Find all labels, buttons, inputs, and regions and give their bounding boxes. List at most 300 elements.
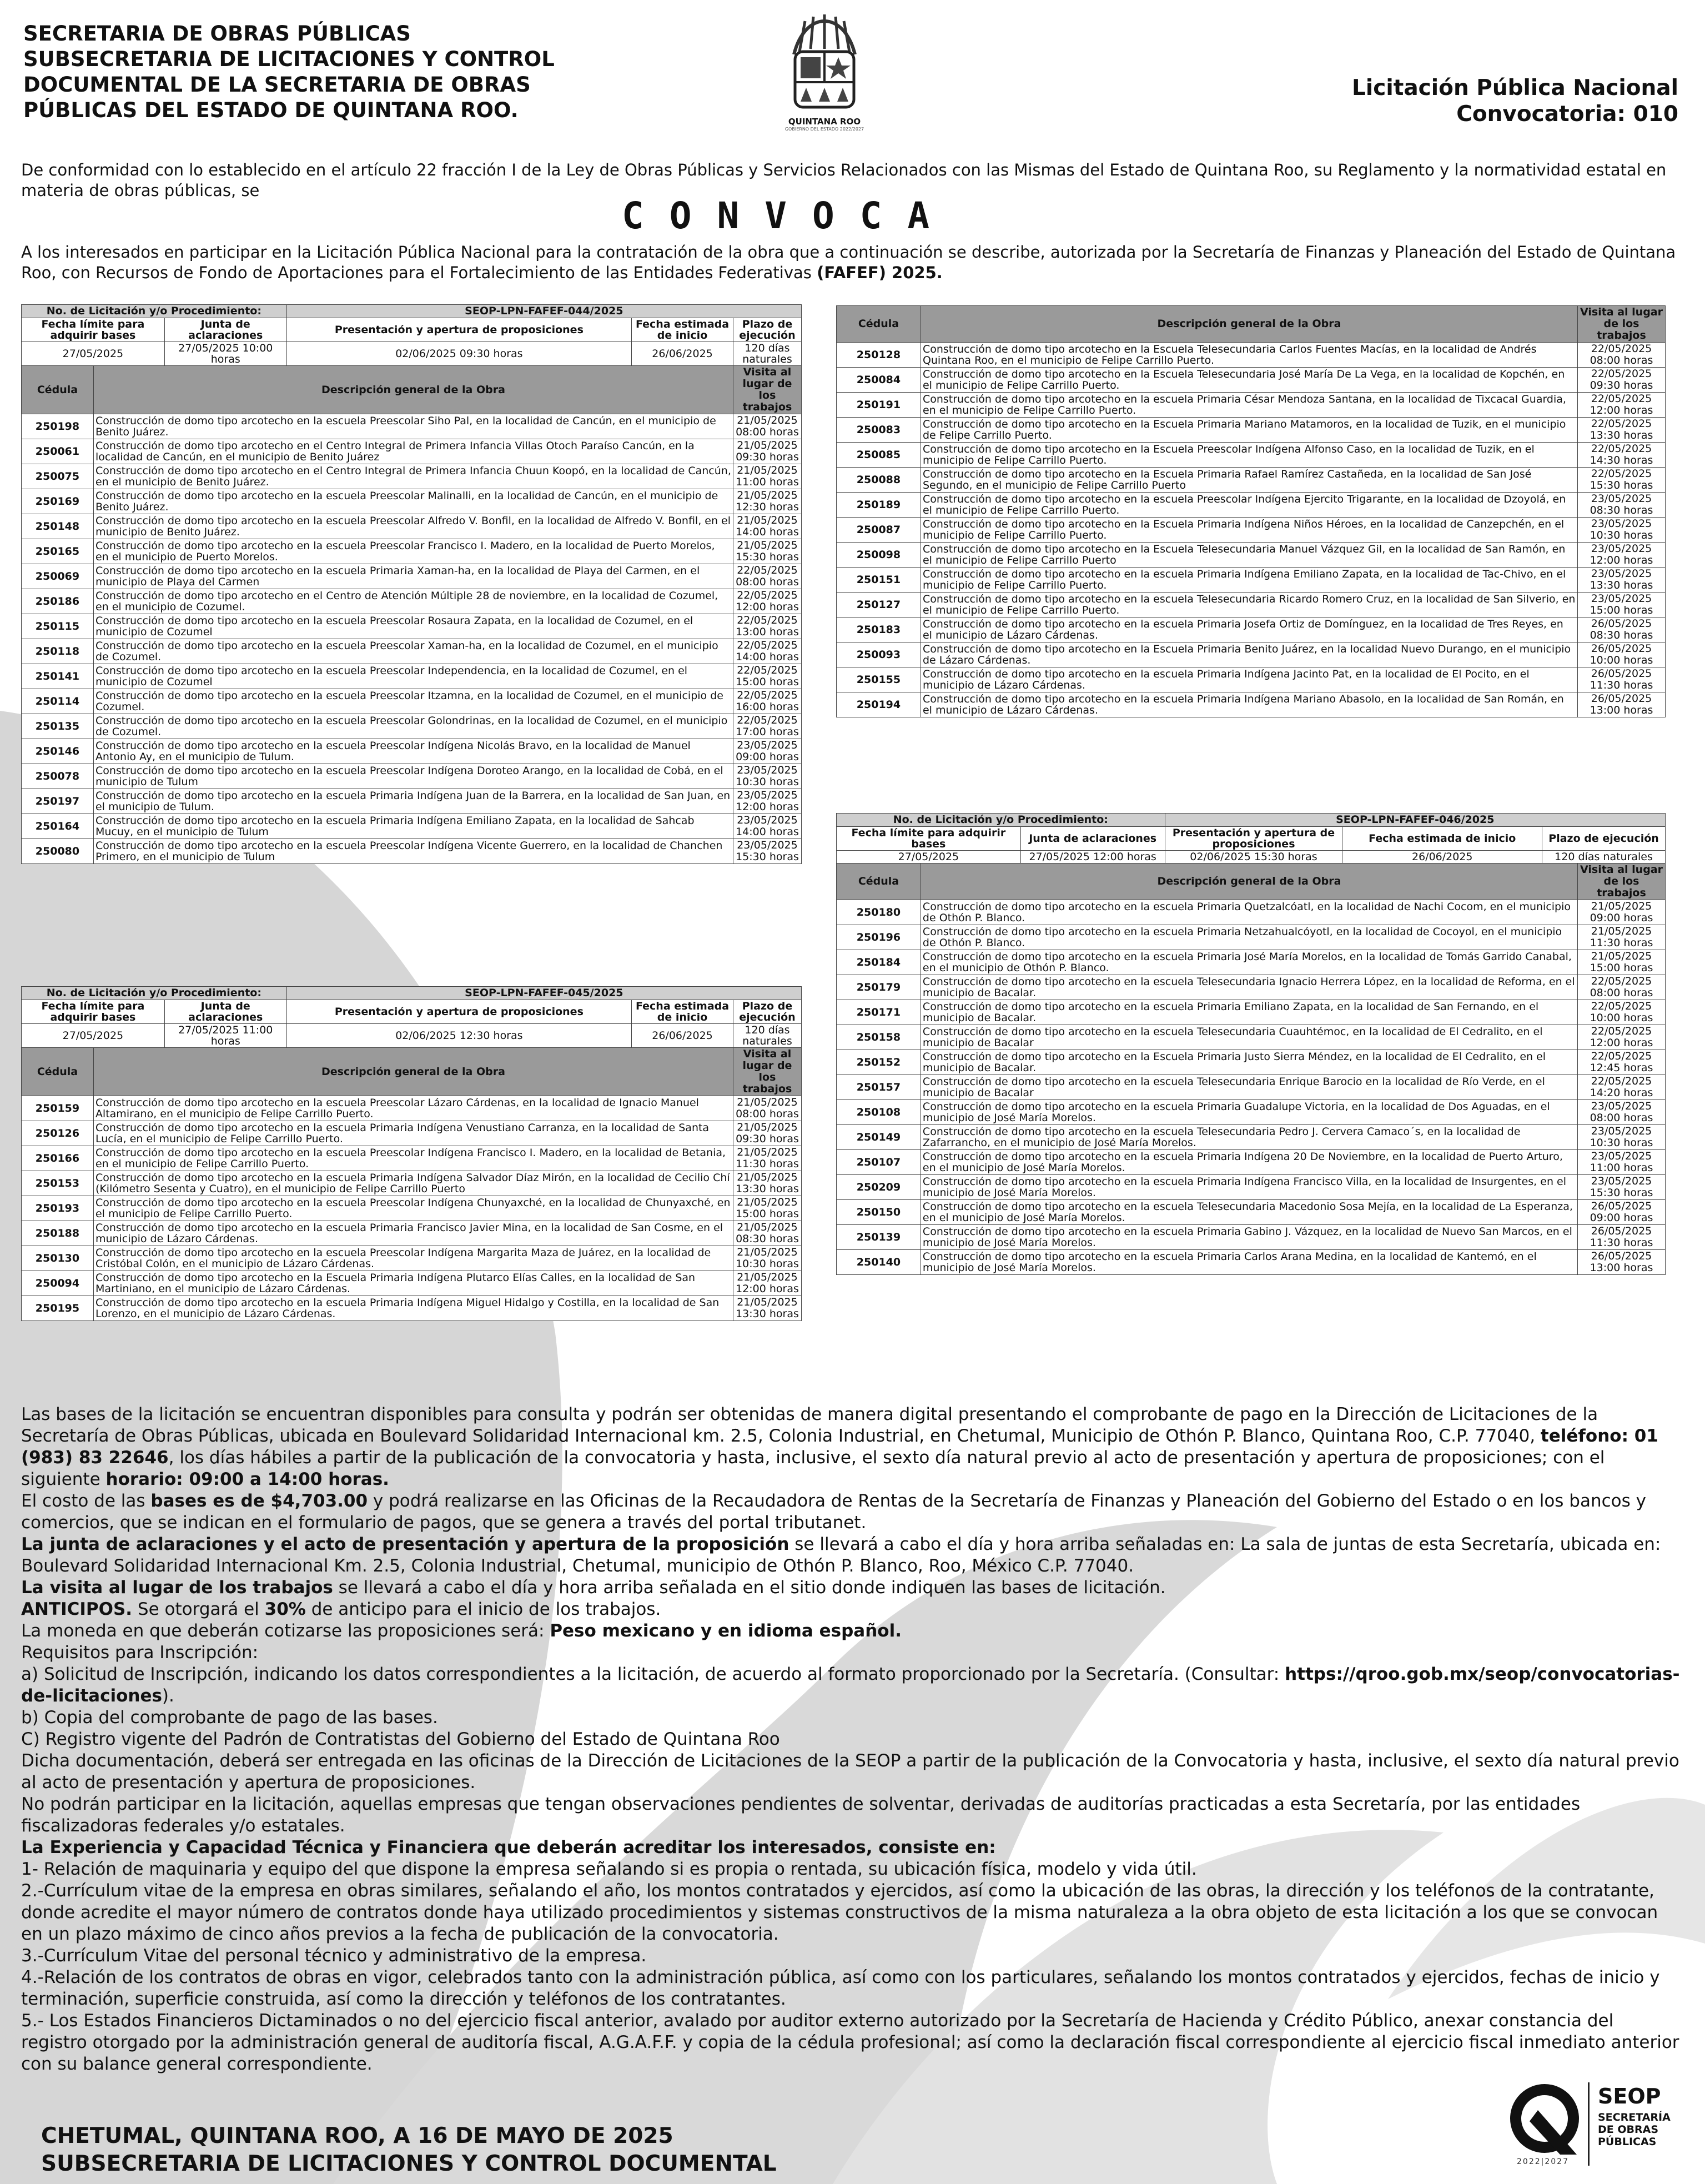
cedula-cell: 250115 [22,614,94,639]
junta-text: se llevará a cabo el día y hora arriba señaladas en: La sala de juntas de esta Secretaría, ubicada en: Boulevard Solidaridad Internacional Km. 2.5, Colonia Industrial, Chetumal, municipio de Othón P. Blanco, Roo, México C.P. 77040. [21,1534,1661,1576]
visita-cell: 22/05/2025 08:00 horas [1578,343,1666,368]
table-row [837,642,1666,667]
agency-header [23,21,634,123]
requisito-c: C) Registro vigente del Padrón de Contratistas del Gobierno del Estado de Quintana Roo [21,1729,780,1749]
fecha-inicio-value: 26/06/2025 [632,1024,733,1048]
table-row [837,975,1666,1000]
requisitos-heading: Requisitos para Inscripción: [21,1643,259,1663]
fecha-inicio-label: Fecha estimada de inicio [632,318,733,342]
visita-cell: 21/05/2025 15:00 horas [1578,950,1666,975]
cedula-cell: 250075 [22,464,94,489]
cedula-cell: 250078 [22,764,94,789]
visita-cell: 23/05/2025 11:00 horas [1578,1150,1666,1175]
seop-divider [1588,2082,1590,2166]
state-seal [783,4,866,132]
descripcion-cell: Construcción de domo tipo arcotecho en la escuela Telesecundaria Ricardo Romero Cruz, en la localidad de San Silverio, en el municipio de Felipe Carrillo Puerto. [921,593,1577,617]
visita-cell: 26/05/2025 08:30 horas [1578,617,1666,642]
visita-cell: 21/05/2025 15:00 horas [733,1196,801,1221]
requisito-a-end: ). [162,1686,174,1706]
fecha-inicio-value: 26/06/2025 [632,342,733,366]
visita-cell: 21/05/2025 09:30 horas [733,1121,801,1146]
table-row [22,714,802,739]
phone-number: teléfono: 01 (983) 83 22646 [21,1426,1658,1468]
fecha-inicio-label: Fecha estimada de inicio [1342,827,1542,851]
cedula-cell: 250151 [837,568,921,593]
visita-cell: 22/05/2025 13:30 horas [1578,418,1666,443]
fecha-limite-value: 27/05/2025 [837,851,1021,863]
table-row [22,464,802,489]
convocatorias-link[interactable]: https://qroo.gob.mx/seop/convocatorias-de-licitaciones [21,1664,1680,1706]
visita-cell: 22/05/2025 10:00 horas [1578,1000,1666,1025]
cost-amount: bases es de $4,703.00 [150,1491,368,1511]
intro2-fund: (FAFEF) 2025. [817,263,943,282]
descripcion-cell: Construcción de domo tipo arcotecho en la escuela Primaria César Mendoza Santana, en la localidad de Tixcacal Guardia, en el municipio de Felipe Carrillo Puerto. [921,393,1577,418]
visita-cell: 22/05/2025 16:00 horas [733,689,801,714]
plazo-value: 120 días naturales [733,342,801,366]
descripcion-cell: Construcción de domo tipo arcotecho en la Escuela Primaria Justo Sierra Méndez, en la localidad de El Cedralito, en el municipio de Bacalar. [921,1050,1577,1075]
visita-cell: 22/05/2025 08:00 horas [733,564,801,589]
cedula-cell: 250196 [837,925,921,950]
visita-cell: 21/05/2025 13:30 horas [733,1171,801,1196]
cedula-cell: 250114 [22,689,94,714]
issuing-office: SUBSECRETARIA DE LICITACIONES Y CONTROL DOCUMENTAL [41,2151,777,2176]
descripcion-cell: Construcción de domo tipo arcotecho en la escuela Primaria Netzahualcóyotl, en la localidad de Cocoyol, en el municipio de Othón P. Blanco. [921,925,1577,950]
visita-cell: 22/05/2025 12:00 horas [733,589,801,614]
descripcion-cell: Construcción de domo tipo arcotecho en la escuela Primaria Indígena Miguel Hidalgo y Costilla, en la localidad de San Lorenzo, en el municipio de Lázaro Cárdenas. [93,1296,733,1321]
descripcion-cell: Construcción de domo tipo arcotecho en la escuela Primaria Xaman-ha, en la localidad de Playa del Carmen, en el municipio de Playa del Carmen [93,564,733,589]
licitacion-044-table [21,304,802,864]
visita-heading: La visita al lugar de los trabajos [21,1578,333,1598]
plazo-label: Plazo de ejecución [733,1000,801,1024]
descripcion-cell: Construcción de domo tipo arcotecho en la escuela Preescolar Golondrinas, en la localidad de Cozumel, en el municipio de Cozumel. [93,714,733,739]
visita-cell: 22/05/2025 12:00 horas [1578,393,1666,418]
table-row [837,368,1666,393]
cedula-header: Cédula [22,1048,94,1096]
table-row [22,764,802,789]
table-row [837,493,1666,518]
visita-cell: 21/05/2025 15:30 horas [733,539,801,564]
descripcion-cell: Construcción de domo tipo arcotecho en la Escuela Primaria Rafael Ramírez Castañeda, en la localidad de San José Segundo, en el municipio de Felipe Carrillo Puerto [921,468,1577,493]
table-row [837,518,1666,543]
descripcion-cell: Construcción de domo tipo arcotecho en la escuela Telesecundaria Pedro J. Cervera Camaco´s, en la localidad de Zafarrancho, en el municipio de José María Morelos. [921,1125,1577,1150]
licitacion-045-table [21,986,802,1321]
experiencia-item-3: 3.-Currículum Vitae del personal técnico y administrativo de la empresa. [21,1946,647,1966]
descripcion-cell: Construcción de domo tipo arcotecho en la escuela Primaria Josefa Ortiz de Domínguez, en la localidad de Tres Reyes, en el municipio de Lázaro Cárdenas. [921,617,1577,642]
cedula-cell: 250148 [22,514,94,539]
visita-cell: 21/05/2025 08:30 horas [733,1221,801,1246]
no-lic-label: No. de Licitación y/o Procedimiento: [22,305,287,318]
table-row [837,418,1666,443]
cedula-cell: 250069 [22,564,94,589]
visita-cell: 23/05/2025 15:00 horas [1578,593,1666,617]
descripcion-cell: Construcción de domo tipo arcotecho en la Escuela Primaria Benito Juárez, en la localidad Nuevo Durango, en el municipio de Lázaro Cárdenas. [921,642,1577,667]
visita-cell: 23/05/2025 10:30 horas [1578,1125,1666,1150]
table-row [22,1146,802,1171]
table-row [837,925,1666,950]
table-row [837,1250,1666,1275]
cedula-cell: 250158 [837,1025,921,1050]
cedula-cell: 250061 [22,439,94,464]
agency-line-1: SECRETARIA DE OBRAS PÚBLICAS [23,22,411,46]
descripcion-cell: Construcción de domo tipo arcotecho en la escuela Primaria Indígena Emiliano Zapata, en la localidad de Tac-Chivo, en el municipio de Felipe Carrillo Puerto. [921,568,1577,593]
visita-cell: 22/05/2025 14:20 horas [1578,1075,1666,1100]
bases-paragraph [21,1404,1681,1490]
convoca-heading: CONVOCA [622,194,955,237]
descripcion-cell: Construcción de domo tipo arcotecho en la escuela Preescolar Malinalli, en la localidad de Cancún, en el municipio de Benito Juárez. [93,489,733,514]
descripcion-cell: Construcción de domo tipo arcotecho en la escuela Primaria Carlos Arana Medina, en la localidad de Kantemó, en el municipio de José María Morelos. [921,1250,1577,1275]
seop-name-2: DE OBRAS [1598,2123,1659,2136]
cost-text: El costo de las [21,1491,151,1511]
seop-abbr: SEOP [1598,2084,1661,2108]
descripcion-cell: Construcción de domo tipo arcotecho en la escuela Primaria Indígena Juan de la Barrera, en la localidad de San Juan, en el municipio de Tulum. [93,789,733,814]
cedula-cell: 250193 [22,1196,94,1221]
experiencia-item-1: 1- Relación de maquinaria y equipo del que dispone la empresa señalando si es propia o rentada, su ubicación física, modelo y vida útil. [21,1859,1197,1879]
cedula-cell: 250098 [837,543,921,568]
visita-cell: 21/05/2025 14:00 horas [733,514,801,539]
anticipos-paragraph [21,1599,1681,1620]
presentacion-value: 02/06/2025 12:30 horas [286,1024,631,1048]
plazo-label: Plazo de ejecución [733,318,801,342]
signature-block [41,2122,777,2178]
cedula-cell: 250130 [22,1246,94,1271]
table-row [837,443,1666,468]
tender-type [1352,75,1678,127]
junta-heading: La junta de aclaraciones y el acto de presentación y apertura de la proposición [21,1534,789,1554]
cedula-cell: 250189 [837,493,921,518]
moneda-paragraph [21,1620,1681,1642]
no-lic-label: No. de Licitación y/o Procedimiento: [837,814,1165,827]
descripcion-cell: Construcción de domo tipo arcotecho en la escuela Primaria Indígena Francisco Villa, en la localidad de Insurgentes, en el municipio de José María Morelos. [921,1175,1577,1200]
table-row [22,614,802,639]
table-row [837,950,1666,975]
descripcion-cell: Construcción de domo tipo arcotecho en la escuela Primaria Quetzalcóatl, en la localidad de Nachi Cocom, en el municipio de Othón P. Blanco. [921,900,1577,925]
visita-cell: 22/05/2025 14:00 horas [733,639,801,664]
visita-cell: 23/05/2025 09:00 horas [733,739,801,764]
seal-caption: QUINTANA ROO [788,117,861,127]
table-header-row [837,306,1666,343]
visita-paragraph [21,1577,1681,1599]
visita-cell: 21/05/2025 11:30 horas [1578,925,1666,950]
fecha-limite-label: Fecha límite para adquirir bases [837,827,1021,851]
visita-cell: 21/05/2025 09:30 horas [733,439,801,464]
table-row [22,814,802,839]
cedula-cell: 250093 [837,642,921,667]
table-row [837,692,1666,717]
fecha-limite-label: Fecha límite para adquirir bases [22,1000,165,1024]
table-row [22,689,802,714]
visita-cell: 22/05/2025 08:00 horas [1578,975,1666,1000]
conditions-body [21,1404,1681,2075]
cedula-cell: 250094 [22,1271,94,1296]
descripcion-cell: Construcción de domo tipo arcotecho en la Escuela Telesecundaria Carlos Fuentes Macías, en la localidad de Andrés Quintana Roo, en el municipio de Felipe Carrillo Puerto. [921,343,1577,368]
descripcion-cell: Construcción de domo tipo arcotecho en el Centro de Atención Múltiple 28 de noviembre, en la localidad de Cozumel, en el municipio de Cozumel. [93,589,733,614]
descripcion-cell: Construcción de domo tipo arcotecho en la escuela Primaria Indígena 20 De Noviembre, en la localidad de Puerto Arturo, en el municipio de José María Morelos. [921,1150,1577,1175]
cedula-cell: 250157 [837,1075,921,1100]
descripcion-cell: Construcción de domo tipo arcotecho en la escuela Primaria Francisco Javier Mina, en la localidad de San Cosme, en el municipio de Lázaro Cárdenas. [93,1221,733,1246]
descripcion-cell: Construcción de domo tipo arcotecho en la Escuela Primaria Mariano Matamoros, en la localidad de Tuzik, en el municipio de Felipe Carrillo Puerto. [921,418,1577,443]
place-date: CHETUMAL, QUINTANA ROO, A 16 DE MAYO DE 2025 [41,2123,673,2148]
anticipos-heading: ANTICIPOS. [21,1599,133,1619]
junta-label: Junta de aclaraciones [1020,827,1165,851]
fecha-inicio-label: Fecha estimada de inicio [632,1000,733,1024]
table-header-row [22,366,802,414]
cedula-cell: 250126 [22,1121,94,1146]
cedula-cell: 250107 [837,1150,921,1175]
visita-cell: 22/05/2025 15:00 horas [733,664,801,689]
cedula-cell: 250128 [837,343,921,368]
descripcion-cell: Construcción de domo tipo arcotecho en la escuela Primaria Indígena Salvador Díaz Mirón, en la localidad de Cecilio Chí (Kilómetro Sesenta y Cuatro), en el municipio de Felipe Carrillo Puerto [93,1171,733,1196]
descripcion-cell: Construcción de domo tipo arcotecho en el Centro Integral de Primera Infancia Villas Otoch Paraíso Cancún, en la localidad de Cancún, en el municipio de Benito Juárez [93,439,733,464]
visita-cell: 22/05/2025 09:30 horas [1578,368,1666,393]
table-row [837,1150,1666,1175]
visita-cell: 22/05/2025 12:45 horas [1578,1050,1666,1075]
cedula-cell: 250108 [837,1100,921,1125]
descripcion-cell: Construcción de domo tipo arcotecho en la escuela Preescolar Rosaura Zapata, en la localidad de Cozumel, en el municipio de Cozumel [93,614,733,639]
agency-line-4: PÚBLICAS DEL ESTADO DE QUINTANA ROO. [23,98,519,122]
cedula-header: Cédula [837,306,921,343]
cost-paragraph [21,1490,1681,1534]
cedula-cell: 250164 [22,814,94,839]
fecha-limite-label: Fecha límite para adquirir bases [22,318,165,342]
restriccion-paragraph: No podrán participar en la licitación, aquellas empresas que tengan observaciones pendientes de solventar, derivadas de auditorías practicadas a esta Secretaría, por las entidades fiscalizadoras federales y/o estatales. [21,1794,1581,1836]
descripcion-cell: Construcción de domo tipo arcotecho en la Escuela Primaria Indígena Plutarco Elías Calles, en la localidad de San Martiniano, en el municipio de Lázaro Cárdenas. [93,1271,733,1296]
cedula-cell: 250188 [22,1221,94,1246]
descripcion-cell: Construcción de domo tipo arcotecho en la escuela Preescolar Indígena Nicolás Bravo, en la localidad de Manuel Antonio Ay, en el municipio de Tulum. [93,739,733,764]
seop-name-1: SECRETARÍA [1598,2111,1671,2123]
descripcion-cell: Construcción de domo tipo arcotecho en la escuela Preescolar Indígena Doroteo Arango, en la localidad de Cobá, en el municipio de Tulum [93,764,733,789]
table-row [22,489,802,514]
table-row [22,1246,802,1271]
descripcion-cell: Construcción de domo tipo arcotecho en la escuela Primaria Indígena Mariano Abasolo, en la localidad de San Román, en el municipio de Lázaro Cárdenas. [921,692,1577,717]
licitacion-045-continuation-table [836,305,1666,717]
cedula-cell: 250191 [837,393,921,418]
visita-cell: 21/05/2025 08:00 horas [733,1096,801,1121]
junta-value: 27/05/2025 11:00 horas [164,1024,286,1048]
tender-number: Convocatoria: 010 [1456,102,1678,127]
table-row [837,593,1666,617]
agency-line-3: DOCUMENTAL DE LA SECRETARIA DE OBRAS [23,73,531,97]
table-row [22,564,802,589]
visita-cell: 23/05/2025 15:30 horas [1578,1175,1666,1200]
table-row [22,789,802,814]
cedula-cell: 250118 [22,639,94,664]
junta-value: 27/05/2025 10:00 horas [164,342,286,366]
visita-cell: 21/05/2025 11:30 horas [733,1146,801,1171]
descripcion-cell: Construcción de domo tipo arcotecho en la escuela Preescolar Itzamna, en la localidad de Cozumel, en el municipio de Cozumel. [93,689,733,714]
cedula-cell: 250087 [837,518,921,543]
visita-cell: 26/05/2025 13:00 horas [1578,1250,1666,1275]
cedula-cell: 250209 [837,1175,921,1200]
table-row [837,568,1666,593]
schedule: horario: 09:00 a 14:00 horas. [105,1469,389,1489]
descripcion-cell: Construcción de domo tipo arcotecho en la escuela Preescolar Siho Pal, en la localidad de Cancún, en el municipio de Benito Juárez. [93,414,733,439]
cedula-cell: 250183 [837,617,921,642]
descripcion-cell: Construcción de domo tipo arcotecho en la escuela Preescolar Indígena Margarita Maza de Juárez, en la localidad de Cristóbal Colón, en el municipio de Lázaro Cárdenas. [93,1246,733,1271]
experiencia-item-4: 4.-Relación de los contratos de obras en vigor, celebrados tanto con la administración pública, así como con los particulares, señalando los montos contratados y ejercidos, fechas de inicio y terminación, superficie construida, así como la dirección y teléfonos de los contratantes. [21,1967,1660,2009]
visita-cell: 22/05/2025 15:30 horas [1578,468,1666,493]
visita-header: Visita al lugar de los trabajos [1578,306,1666,343]
junta-paragraph [21,1534,1681,1577]
descripcion-cell: Construcción de domo tipo arcotecho en la escuela Primaria Indígena Jacinto Pat, en la localidad de El Pocito, en el municipio de Lázaro Cárdenas. [921,667,1577,692]
cedula-cell: 250127 [837,593,921,617]
cedula-cell: 250186 [22,589,94,614]
descripcion-cell: Construcción de domo tipo arcotecho en la escuela Primaria Indígena Venustiano Carranza, en la localidad de Santa Lucía, en el municipio de Felipe Carrillo Puerto. [93,1121,733,1146]
no-lic-label: No. de Licitación y/o Procedimiento: [22,987,287,1000]
agency-line-2: SUBSECRETARIA DE LICITACIONES Y CONTROL [23,47,555,71]
visita-cell: 21/05/2025 09:00 horas [1578,900,1666,925]
seop-name-3: PÚBLICAS [1598,2136,1657,2148]
visita-cell: 23/05/2025 14:00 horas [733,814,801,839]
visita-cell: 21/05/2025 08:00 horas [733,414,801,439]
anticipos-text: Se otorgará el [132,1599,265,1619]
visita-cell: 21/05/2025 11:00 horas [733,464,801,489]
descripcion-cell: Construcción de domo tipo arcotecho en la Escuela Telesecundaria José María De La Vega, en la localidad de Kopchén, en el municipio de Felipe Carrillo Puerto. [921,368,1577,393]
visita-cell: 21/05/2025 12:00 horas [733,1271,801,1296]
visita-cell: 26/05/2025 10:00 horas [1578,642,1666,667]
plazo-value: 120 días naturales [733,1024,801,1048]
moneda-value: Peso mexicano y en idioma español. [550,1621,902,1641]
table-row [22,1196,802,1221]
table-row [837,900,1666,925]
descripcion-header: Descripción general de la Obra [921,863,1577,900]
cost-text-2: y podrá realizarse en las Oficinas de la Recaudadora de Rentas de la Secretaría de Finanzas y Planeación del Gobierno del Estado o en los bancos y comercios, que se indican en el formulario de pagos, que se genera a través del portal tributanet. [21,1491,1646,1533]
cedula-header: Cédula [22,366,94,414]
fecha-limite-value: 27/05/2025 [22,1024,165,1048]
cedula-cell: 250197 [22,789,94,814]
cedula-cell: 250085 [837,443,921,468]
table-row [22,639,802,664]
table-row [837,393,1666,418]
visita-cell: 26/05/2025 11:30 horas [1578,667,1666,692]
cedula-cell: 250153 [22,1171,94,1196]
descripcion-cell: Construcción de domo tipo arcotecho en la escuela Telesecundaria Cuauhtémoc, en la localidad de El Cedralito, en el municipio de Bacalar [921,1025,1577,1050]
presentacion-label: Presentación y apertura de proposiciones [286,318,631,342]
cedula-cell: 250184 [837,950,921,975]
table-row [837,468,1666,493]
table-row [22,1121,802,1146]
descripcion-cell: Construcción de domo tipo arcotecho en la escuela Primaria José María Morelos, en la localidad de Tomás Garrido Canabal, en el municipio de Othón P. Blanco. [921,950,1577,975]
table-row [22,589,802,614]
table-row [22,1171,802,1196]
seop-name [1598,2111,1671,2148]
licitacion-046-table [836,813,1666,1275]
cedula-cell: 250180 [837,900,921,925]
descripcion-header: Descripción general de la Obra [93,1048,733,1096]
junta-label: Junta de aclaraciones [164,318,286,342]
table-row [837,343,1666,368]
junta-label: Junta de aclaraciones [164,1000,286,1024]
lic-number: SEOP-LPN-FAFEF-045/2025 [286,987,801,1000]
cedula-cell: 250179 [837,975,921,1000]
descripcion-cell: Construcción de domo tipo arcotecho en la escuela Primaria Emiliano Zapata, en la localidad de San Fernando, en el municipio de Bacalar. [921,1000,1577,1025]
descripcion-cell: Construcción de domo tipo arcotecho en la Escuela Preescolar Indígena Alfonso Caso, en la localidad de Tuzik, en el municipio de Felipe Carrillo Puerto. [921,443,1577,468]
table-row [22,539,802,564]
presentacion-value: 02/06/2025 15:30 horas [1165,851,1342,863]
visita-text: se llevará a cabo el día y hora arriba señalada en el sitio donde indiquen las bases de licitación. [333,1578,1166,1598]
visita-cell: 21/05/2025 12:30 horas [733,489,801,514]
descripcion-cell: Construcción de domo tipo arcotecho en la escuela Preescolar Indígena Vicente Guerrero, en la localidad de Chanchen Primero, en el municipio de Tulum [93,839,733,864]
visita-cell: 23/05/2025 10:30 horas [1578,518,1666,543]
visita-header: Visita al lugar de los trabajos [1578,863,1666,900]
cedula-cell: 250166 [22,1146,94,1171]
lic-number: SEOP-LPN-FAFEF-044/2025 [286,305,801,318]
table-row [837,1200,1666,1225]
plazo-label: Plazo de ejecución [1542,827,1666,851]
tender-title: Licitación Pública Nacional [1352,76,1678,101]
table-row [837,1125,1666,1150]
table-row [22,1096,802,1121]
descripcion-header: Descripción general de la Obra [93,366,733,414]
fecha-inicio-value: 26/06/2025 [1342,851,1542,863]
descripcion-cell: Construcción de domo tipo arcotecho en la escuela Telesecundaria Macedonio Sosa Mejía, en la localidad de La Esperanza, en el municipio de José María Morelos. [921,1200,1577,1225]
table-row [22,439,802,464]
descripcion-cell: Construcción de domo tipo arcotecho en la escuela Primaria Gabino J. Vázquez, en la localidad de Nuevo San Marcos, en el municipio de José María Morelos. [921,1225,1577,1250]
intro-paragraph-2 [21,242,1681,283]
presentacion-label: Presentación y apertura de proposiciones [1165,827,1342,851]
plazo-value: 120 días naturales [1542,851,1666,863]
cedula-cell: 250198 [22,414,94,439]
descripcion-header: Descripción general de la Obra [921,306,1577,343]
cedula-cell: 250194 [837,692,921,717]
cedula-cell: 250152 [837,1050,921,1075]
cedula-cell: 250080 [22,839,94,864]
table-row [837,667,1666,692]
seal-subcaption: GOBIERNO DEL ESTADO 2022/2027 [784,127,864,132]
cedula-cell: 250140 [837,1250,921,1275]
visita-header: Visita al lugar de los trabajos [733,366,801,414]
cedula-cell: 250139 [837,1225,921,1250]
anticipo-percent: 30% [264,1599,306,1619]
descripcion-cell: Construcción de domo tipo arcotecho en la escuela Preescolar Lázaro Cárdenas, en la localidad de Ignacio Manuel Altamirano, en el municipio de Felipe Carrillo Puerto. [93,1096,733,1121]
presentacion-value: 02/06/2025 09:30 horas [286,342,631,366]
intro2-text: A los interesados en participar en la Licitación Pública Nacional para la contratación de la obra que a continuación se describe, autorizada por la Secretaría de Finanzas y Planeación del Estado de Quintana Roo, con Recursos de Fondo de Aportaciones para el Fortalecimiento de las Entidades Federativas [21,243,1676,282]
presentacion-label: Presentación y apertura de proposiciones [286,1000,631,1024]
descripcion-cell: Construcción de domo tipo arcotecho en el Centro Integral de Primera Infancia Chuun Koopó, en la localidad de Cancún, en el municipio de Benito Juárez. [93,464,733,489]
descripcion-cell: Construcción de domo tipo arcotecho en la escuela Primaria Indígena Emiliano Zapata, en la localidad de Sahcab Mucuy, en el municipio de Tulum [93,814,733,839]
visita-cell: 23/05/2025 13:30 horas [1578,568,1666,593]
table-row [22,514,802,539]
table-row [22,1271,802,1296]
cedula-cell: 250159 [22,1096,94,1121]
cedula-header: Cédula [837,863,921,900]
table-row [22,664,802,689]
lic-number: SEOP-LPN-FAFEF-046/2025 [1165,814,1665,827]
table-row [837,1025,1666,1050]
quintana-roo-seal-icon [783,4,866,116]
anticipos-text-2: de anticipo para el inicio de los trabajos. [305,1599,661,1619]
table-row [837,1225,1666,1250]
experiencia-heading: La Experiencia y Capacidad Técnica y Financiera que deberán acreditar los interesados, consiste en: [21,1837,996,1857]
descripcion-cell: Construcción de domo tipo arcotecho en la Escuela Telesecundaria Manuel Vázquez Gil, en la localidad de San Ramón, en el municipio de Felipe Carrillo Puerto [921,543,1577,568]
visita-cell: 22/05/2025 12:00 horas [1578,1025,1666,1050]
experiencia-item-2: 2.-Currículum vitae de la empresa en obras similares, señalando el año, los montos contratados y ejercidos, así como la ubicación de las obras, la dirección y los teléfonos de la contratante, donde acredite el mayor número de contratos donde haya utilizado procedimientos y sistemas constructivos de la misma naturaleza a la obra objeto de esta licitación a los que se convocan en un plazo máximo de cinco años previos a la fecha de publicación de la convocatoria. [21,1881,1658,1944]
seop-logo [1505,2077,1693,2171]
entrega-paragraph: Dicha documentación, deberá ser entregada en las oficinas de la Dirección de Licitaciones de la SEOP a partir de la publicación de la Convocatoria y hasta, inclusive, el sexto día natural previo al acto de presentación y apertura de proposiciones. [21,1751,1679,1793]
cedula-cell: 250155 [837,667,921,692]
descripcion-cell: Construcción de domo tipo arcotecho en la escuela Telesecundaria Enrique Barocio en la localidad de Río Verde, en el municipio de Bacalar [921,1075,1577,1100]
requisito-a [21,1664,1681,1707]
visita-cell: 22/05/2025 14:30 horas [1578,443,1666,468]
visita-cell: 22/05/2025 13:00 horas [733,614,801,639]
table-row [22,1221,802,1246]
visita-cell: 21/05/2025 13:30 horas [733,1296,801,1321]
descripcion-cell: Construcción de domo tipo arcotecho en la escuela Preescolar Indígena Ejercito Trigarante, en la localidad de Dzoyolá, en el municipio de Felipe Carrillo Puerto. [921,493,1577,518]
descripcion-cell: Construcción de domo tipo arcotecho en la escuela Preescolar Francisco I. Madero, en la localidad de Puerto Morelos, en el municipio de Puerto Morelos. [93,539,733,564]
descripcion-cell: Construcción de domo tipo arcotecho en la escuela Preescolar Indígena Chunyaxché, en la localidad de Chunyaxché, en el municipio de Felipe Carrillo Puerto. [93,1196,733,1221]
cedula-cell: 250083 [837,418,921,443]
bases-text-2: , los días hábiles a partir de la publicación de la convocatoria y hasta, inclusive, el sexto día natural previo al acto de presentación y apertura de proposiciones; con el siguiente [21,1448,1605,1489]
descripcion-cell: Construcción de domo tipo arcotecho en la escuela Telesecundaria Ignacio Herrera López, en la localidad de Reforma, en el municipio de Bacalar. [921,975,1577,1000]
